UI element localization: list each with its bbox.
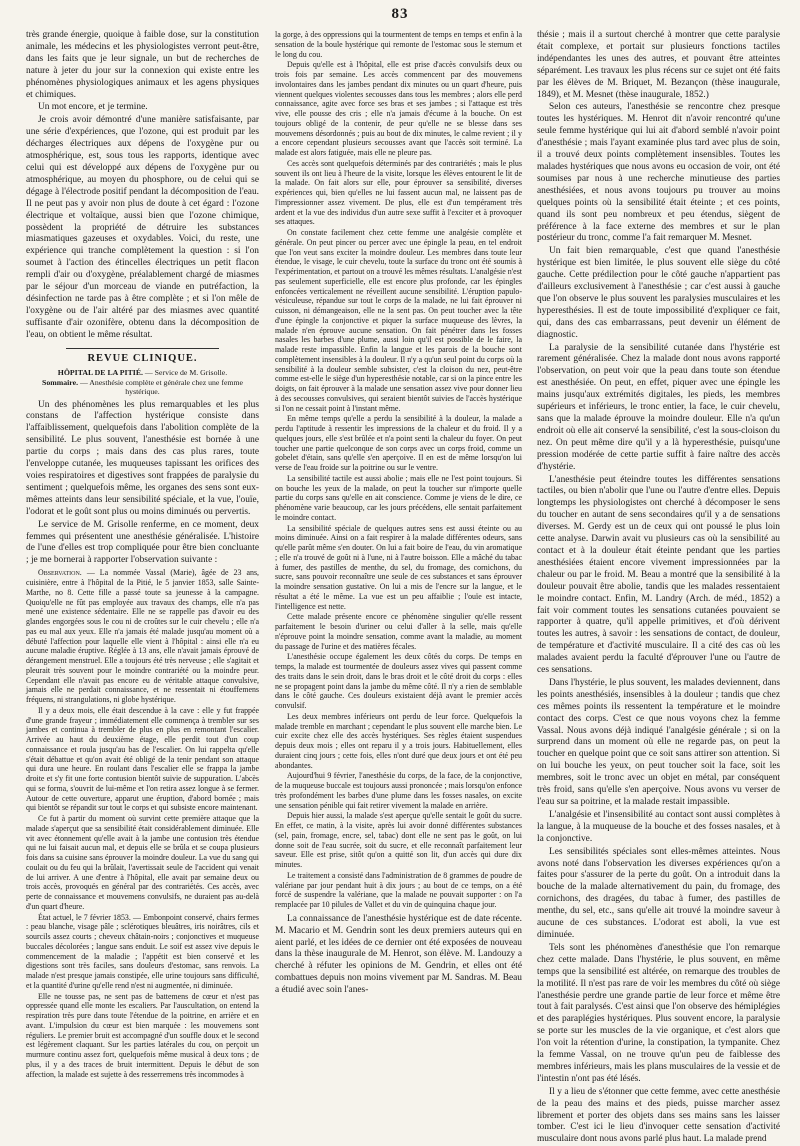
column-3 <box>537 30 780 1145</box>
paragraph: très grande énergie, quoique à faible dose, sur la constitution animale, les médecins et les physiologistes verront peut-être, dans les faits que je leur signale, un but de recherches de nature à jeter du jour sur la connexion qui existe entre les phénomènes physiologiques animaux et les agens physiques et chimiques. <box>26 30 259 100</box>
paragraph: Il y a deux mois, elle était descendue à la cave : elle y fut frappée d'une grande frayeur ; immédiatement elle commença à trembler sur ses jambes et continua à trembler de plus en plus en remontant l'escalier. Arrivée au haut du deuxième étage, elle perdit tout d'un coup connaissance et roula jusqu'au bas de l'escalier. On lui rappelta qu'elle s'était débattue et qu'on avait été obligé de la tenir pendant son attaque qui dura une heure. En roulant dans l'escalier elle se frappa la jambe droite et s'y fit une forte contusion bientôt suivie de suppuration. L'abcès qui se forma, s'ouvrit de lui-même et l'on retira assez longue à se fermer. Autour de cette ouverture, apparut une éruption, d'abord bornée ; mais qui bientôt se répandit sur tout le corps et qui subsiste encore maintenant. <box>26 705 259 813</box>
column-2 <box>275 30 522 1100</box>
paragraph: L'anesthésie peut éteindre toutes les différentes sensations tactiles, ou bien n'abolir que l'une ou l'autre d'entre elles. Depuis longtemps les physiologistes ont cherché à décomposer le sens du toucher en autant de sens secondaires qu'il y a de sensations diverses. M. Gerdy est un de ceux qui ont poussé le plus loin cette analyse. Darwin avait vu plusieurs cas où la sensibilité au contact et à la douleur était éteinte pendant que les parties anesthésiées étaient encore vivement impressionnées par la chaleur ou par le froid. M. Beau a montré que la sensibilité à la douleur pouvait être abolie, tandis que les malades ressentaient le moindre contact. Enfin, M. Landry (Arch. de méd., 1852) a fait voir comment toutes les sensations cutanées pouvaient se rapporter à quatre, qu'il appelle primitives, et d'où dérivent toutes les autres, à savoir : les sensations de contact, de douleur, de température et d'activité musculaire. Il a cité des cas où les malades avaient perdu la faculté d'éprouver l'une ou l'autre de ces sensations. <box>537 474 780 676</box>
paragraph: Dans l'hystérie, le plus souvent, les malades deviennent, dans les points anesthésiés, insensibles à la douleur ; tandis que chez ces mêmes points ils ressentent la température et le moindre contact des corps. C'est ce que nous voyons chez la femme Vassal. Nous avons déjà indiqué l'analgésie générale ; si on la surprend dans un moment où elle ne regarde pas, on peut la toucher en quelque point que ce soit sans attirer son attention. Si on lui bouche les yeux, on peut toucher soit la face, soit les membres, soit le tronc avec un objet en métal, par conséquent très froid, sans qu'elle s'en aperçoive. Nous avons vu verser de l'eau sur sa poitrine, et la malade restait impassible. <box>537 677 780 807</box>
paragraph: Un fait bien remarquable, c'est que quand l'anesthésie hystérique est bien limitée, le plus souvent elle siège du côté gauche. Cette prédilection pour le côté gauche n'appartient pas d'ailleurs exclusivement à l'anesthésie ; car c'est aussi à gauche que l'on observe le plus souvent les paralysies musculaires et les hyperesthésies. Il est de toute impossibilité d'expliquer ce fait, qui, dans des cas embarrassans, peut devenir un élément de diagnostic. <box>537 246 780 340</box>
observation-paragraph <box>26 568 259 705</box>
paragraph: La sensibilité spéciale de quelques autres sens est aussi éteinte ou au moins diminuée. Ainsi on a fait respirer à la malade différentes odeurs, sans qu'elle parût même s'en douter. On lui a fait boire de l'eau, du vin aromatique ; elle n'a trouvé de goût ni à l'une, ni à l'autre boisson. Elle a mâché du tabac à fumer, des pastilles de menthe, du sel, du fromage, des cornichons, du sucre, sans pouvoir reconnaître une seule de ces substances et sans éprouver la moindre sensation gustative. On lui a mis de l'encre sur la langue, et le résultat a été le même. La vue est un peu affaiblie ; l'ouïe est intacte, l'intelligence est nette. <box>275 523 522 611</box>
paragraph: Je crois avoir démontré d'une manière satisfaisante, par une série d'expériences, que l'ozone, qui est produit par les décharges électriques aux dépens de l'oxygène pur ou atmosphérique, est, sous tous les rapports, identique avec celui qui est développé aux dépens de l'oxygène pur ou atmosphérique, au moyen du phosphore, ou de celui qui se dégage à l'électrode positif pendant la décomposition de l'eau. Il ne peut pas y avoir non plus de doute à cet égard : l'ozone électrique et voltaïque, aussi bien que l'ozone chimique, possèdent la propriété de détruire les substances miasmatiques gazeuses et oxydables. Voici, du reste, une expérience qui tranche complètement la question : si l'on soumet à l'action des étincelles électriques un petit flacon rempli d'air ou d'oxygène, préalablement chargé de miasmes par le séjour d'un morceau de viande en putréfaction, la désinfection ne tarde pas à être complète ; et si l'on mêle de l'oxygène ou de l'air altéré par des miasmes avec quantité suffisante d'air ozonifère, obtenu dans la décomposition de l'eau, on obtient le même résultat. <box>26 115 259 340</box>
paragraph: Elle ne tousse pas, ne sent pas de battemens de cœur et n'est pas oppressée quand elle monte les escaliers. Par l'auscultation, on entend la respiration très pure dans toute l'étendue de la poitrine, en arrière et en avant. L'impulsion du cœur est bien marquée : les mouvemens sont réguliers. Le premier bruit est accompagné d'un souffle doux et le second est légèrement claquant. Sur les parties latérales du cou, on perçoit un murmure continu assez fort, quelquefois même musical à deux tons ; de plus, il y a des traces de bruit intermittent. Depuis le début de son affection, la malade est sujette à des resserremens très incommodes à <box>26 991 259 1079</box>
sommaire <box>26 378 259 396</box>
paragraph: Il y a lieu de s'étonner que cette femme, avec cette anesthésie de la peau des mains et des pieds, puisse marcher assez librement et porter des objets dans ses mains sans les laisser tomber. C'est ici le lieu d'invoquer cette sensation d'activité musculaire dont nous avons parlé plus haut. La malade prend <box>537 1086 780 1145</box>
section-divider <box>66 348 219 349</box>
hospital-heading <box>26 368 259 377</box>
sommaire-label: Sommaire. <box>42 377 79 387</box>
paragraph: la gorge, à des oppressions qui la tourmentent de temps en temps et enfin à la sensation de la boule hystérique qui remonte de l'estomac sous le sternum et le long du cou. <box>275 30 522 59</box>
paragraph: Les deux membres inférieurs ont perdu de leur force. Quelquefois la malade tremble en marchant ; cependant le plus souvent elle marche bien. Le cuir excite chez elle des accès hystériques. Ses règles étaient suspendues depuis deux mois ; elles ont reparu il y a trois jours. Habituellement, elles duraient cinq jours ; cette fois, elles n'ont duré que deux jours et ont été peu abondantes. <box>275 711 522 770</box>
paragraph: L'analgésie et l'insensibilité au contact sont aussi complètes à la langue, à la muqueuse de la bouche et des fosses nasales, et à la conjonctive. <box>537 809 780 844</box>
paragraph: Depuis hier aussi, la malade s'est aperçue qu'elle sentait le goût du sucre. En effet, ce matin, à la visite, après lui avoir donné différentes substances (sel, pain, fromage, encre, sel, tabac) dont elle ne sent pas le goût, on lui donne soit de l'eau sucrée, soit du sucre, et elle reconnaît parfaitement leur saveur. Elle est prise, sitôt qu'on a quitté son lit, d'un accès qui dure dix minutes. <box>275 811 522 869</box>
paragraph: Un des phénomènes les plus remarquables et les plus constans de l'affection hystérique consiste dans l'affaiblissement, quelquefois dans l'abolition complète de la sensibilité. Le plus souvent, l'anesthésie est bornée à une partie du corps ; mais dans des cas plus rares, toute l'enveloppe cutanée, les muqueuses tapissant les orifices des voies respiratoires et digestives sont frappées de paralysie du sentiment ; quelquefois même, les organes des sens sont eux-mêmes atteints dans leur sensibilité spéciale, et la vue, l'ouïe, l'odorat et le goût sont plus ou moins diminués ou pervertis. <box>26 399 259 517</box>
paragraph: Depuis qu'elle est à l'hôpital, elle est prise d'accès convulsifs deux ou trois fois par semaine. Les accès commencent par des mouvemens involontaires dans les jambes pendant dix minutes ou un quart d'heure, puis viennent quelques violentes secousses dans tous les membres ; alors elle perd connaissance, agite avec force ses bras et ses jambes ; si l'attaque est très vive, elle pousse des cris ; elle n'a jamais d'écume à la bouche. On est toujours obligé de la contenir, de peur qu'elle ne se blesse dans ses mouvemens désordonnés ; puis au bout de dix minutes, le calme revient ; il y a encore cependant plusieurs secousses avant que l'accès soit terminé. La malade est alors fatiguée, mais elle ne pleure pas. <box>275 60 522 157</box>
paragraph: Tels sont les phénomènes d'anesthésie que l'on remarque chez cette malade. Dans l'hystérie, le plus souvent, en même temps que la sensibilité est altérée, on remarque des troubles de la motilité. Il n'est pas rare de voir les membres du côté où siège l'anesthésie perdre une grande partie de leur force et même être tout à fait paralysés. C'est ainsi que l'on observe des hémiplégies et des paraplégies hystériques. Plus souvent encore, la paralysie se porte sur les muscles de la vie organique, et c'est alors que l'on voit la rétention d'urine, la constipation, la tympanite. Chez la femme Vassal, on ne trouve qu'un peu de faiblesse des membres inférieurs, mais les plans musculaires de la vessie et de l'intestin n'ont pas été lésés. <box>537 942 780 1084</box>
paragraph: La sensibilité tactile est aussi abolie ; mais elle ne l'est point toujours. Si on bouche les yeux de la malade, on peut la toucher sur n'importe quelle partie du corps sans qu'elle en ait conscience. Comme je viens de le dire, ce phénomène varie beaucoup, car les jours précédens, elle sentait parfaitement le moindre contact. <box>275 473 522 522</box>
paragraph: Aujourd'hui 9 février, l'anesthésie du corps, de la face, de la conjonctive, de la muqueuse buccale est toujours aussi prononcée ; mais lorsqu'on enfonce très profondément les barbes d'une plume dans les fosses nasales, on excite une sensation pénible qui fait retirer vivement la malade en arrière. <box>275 771 522 810</box>
sommaire-text: — Anesthésie complète et générale chez une femme hystérique. <box>78 377 243 396</box>
paragraph: État actuel, le 7 février 1853. — Embonpoint conservé, chairs fermes : peau blanche, visage pâle ; sclérotiques bleuâtres, iris noirâtres, cils et sourcils assez courts ; cheveux châtain-noirs ; conjonctives et muqueuse buccales décolorées ; langue sans enduit. Le soif est assez vive depuis le commencement de la maladie ; l'appétit est bien conservé et les digestions sont très faciles, sans douleurs d'estomac, sans renvois. La malade n'est presque jamais constipée, elle urine toujours sans difficulté, et la quantité d'urine qu'elle rend n'est ni augmentée, ni diminuée. <box>26 912 259 990</box>
paragraph: Ce fut à partir du moment où survint cette première attaque que la malade s'aperçut que sa sensibilité était considérablement diminuée. Elle vit avec étonnement qu'elle avait à la jambe une contusion très étendue qui ne lui faisait aucun mal, et depuis elle se brûla et se coupa plusieurs fois dans sa cuisine sans éprouver la moindre douleur. La vue du sang qui coulait ou du feu qui la brûlait, l'avertissait seule de l'accident qui venait de lui arriver. A une d'entre à l'hôpital, elle avait par semaine deux ou trois accès, provoqués en général par des contrariétés. Ces accès, avec perte de connaissance et mouvemens convulsifs, ne duraient pas au-delà d'un quart d'heure. <box>26 814 259 911</box>
column-1 <box>26 30 259 1100</box>
paragraph: La connaissance de l'anesthésie hystérique est de date récente. M. Macario et M. Gendrin sont les deux premiers auteurs qui en aient parlé, et les idées de ce dernier ont été exposées de nouveau dans la thèse inaugurale de M. Henrot, son élève. M. Landouzy a cherché à réfuter les opinions de M. Gendrin, et elles ont été combattues depuis non moins vivement par M. Sandras. M. Beau a étudié avec soin l'anes- <box>275 913 522 996</box>
paragraph: La paralysie de la sensibilité cutanée dans l'hystérie est rarement généralisée. Chez la malade dont nous avons rapporté l'observation, on peut voir que la peau dans toute son étendue est anesthésiée. On peut, en effet, piquer avec une épingle les mains jusqu'aux extrémités digitales, les pieds, les membres supérieurs et inférieurs, le tronc entier, la face, le cuir chevelu, sans que la malade éprouve la moindre douleur. Elle n'a qu'un endroit où elle ait conservé la sensibilité, c'est la sous-cloison du nez. On peut même dire qu'il y a là hyperesthésie, puisqu'une pression modérée de cette partie suffit à faire naître des accès d'hystérie. <box>537 342 780 472</box>
paragraph: Cette malade présente encore ce phénomène singulier qu'elle ressent parfaitement le besoin d'uriner ou celui d'aller à la selle, mais qu'elle n'éprouve point la moindre sensation, comme avant la maladie, au moment du passage de l'urine et des matières fécales. <box>275 612 522 651</box>
paragraph: thésie ; mais il a surtout cherché à montrer que cette paralysie était complexe, et portait sur plusieurs fonctions tactiles indépendantes les unes des autres, et pouvant être atteintes séparément. Les travaux les plus récens sur ce sujet ont été faits par les élèves de M. Briquet, M. Bezançon (thèse inaugurale, 1849), et M. Mesnet (thèse inaugurale, 1852.) <box>537 30 780 100</box>
paragraph: Ces accès sont quelquefois déterminés par des contrariétés ; mais le plus souvent ils ont lieu à l'heure de la visite, lorsque les élèves entourent le lit de la malade. On fait alors sur elle, pour éprouver sa sensibilité, diverses expériences qui, bien qu'elles ne lui fassent aucun mal, ne laissent pas de l'impressionner assez vivement. De plus, elle est d'un tempérament très ardent et la vue des individus d'un autre sexe suffit à l'exciter et à provoquer ses attaques. <box>275 158 522 227</box>
paragraph: Le traitement a consisté dans l'administration de 8 grammes de poudre de valériane par jour pendant huit à dix jours ; au bout de ce temps, on a été forcé de suspendre la valériane, que la malade ne pouvait supporter : on l'a remplacée par 10 pilules de Vallet et du vin de quinquina chaque jour. <box>275 870 522 909</box>
paragraph: Les sensibilités spéciales sont elles-mêmes atteintes. Nous avons noté dans l'observation les diverses expériences qu'on a faites pour s'assurer de la perte du goût. On a introduit dans la bouche de la malade alternativement du pain, du fromage, des cornichons, des dragées, du tabac à fumer, des pastilles de menthe, du sel, etc., sans qu'elle ait trouvé la moindre saveur à aucune de ces substances. L'odorat est aboli, la vue est diminuée. <box>537 846 780 940</box>
hospital-name: HÔPITAL DE LA PITIÉ. <box>57 367 143 377</box>
paragraph: Le service de M. Grisolle renferme, en ce moment, deux femmes qui présentent une anesthésie généralisée. L'histoire de l'une d'elles est trop compliquée pour être bien concluante ; je me bornerai à rapporter l'observation suivante : <box>26 519 259 566</box>
page-number: 83 <box>391 6 409 22</box>
paragraph: L'anesthésie occupe également les deux côtés du corps. De temps en temps, la malade est tourmentée de douleurs assez vives qui passent comme des traits dans le sein droit, dans le bras droit et le côté droit du corps : elles ne se propagent point dans la jambe du même côté. Il n'y a rien de semblable dans le côté gauche. Ces douleurs existaient déjà avant le premier accès convulsif. <box>275 652 522 710</box>
observation-text: — La nommée Vassal (Marie), âgée de 23 ans, cuisinière, entre à l'hôpital de la Pitié, le 5 janvier 1853, salle Sainte-Marthe, no 8. Cette fille a passé toute sa jeunesse à la campagne. Quoiqu'elle ne fût pas employée aux travaux des champs, elle n'a pas mené une existence sédentaire. Elle ne se rappelle pas d'avoir eu des glandes engorgées sous le cou ni de croûtes sur le cuir chevelu ; elle n'a pas eu mal aux yeux. Elle n'a jamais été malade jusqu'au moment où a débuté l'affection pour laquelle elle vient à l'hôpital : ainsi elle n'a eu aucune maladie éruptive. Réglée à 13 ans, elle n'avait jamais éprouvé de dérangement menstruel. Elle a toujours été très nerveuse ; elle s'agitait et pleurait très souvent pour le moindre contrariété ou la moindre peur. Cependant elle n'avait pas encore eu de véritable attaque convulsive, jamais elle ne perdait connaissance, et ne ressentait ni étouffemens fréquens, ni strangulations, ni globe hystérique. <box>26 568 259 704</box>
hospital-service: — Service de M. Grisolle. <box>142 367 228 377</box>
paragraph: Un mot encore, et je termine. <box>38 102 148 113</box>
paragraph: Selon ces auteurs, l'anesthésie se rencontre chez presque toutes les hystériques. M. Henrot dit n'avoir rencontré qu'une seule femme hystérique qui lui ait d'abord semblé n'avoir point d'anesthésie ; mais l'ayant examinée plus tard avec plus de soin, il a trouvé deux points complètement insensibles. Toutes les malades hystériques que nous avons eu occasion de voir, ont été soumises par nous à une recherche minutieuse des parties anesthésiées, et nous avons toujours pu trouver au moins quelques points où la sensibilité était éteinte ; et ces points, quand ils sont peu nombreux et peu étendus, siègent de préférence à la face externe des membres et sur le plan postérieur du tronc, comme l'a fait remarquer M. Mesnet. <box>537 102 780 244</box>
observation-label: Observation. <box>38 568 82 578</box>
paragraph: En même temps qu'elle a perdu la sensibilité à la douleur, la malade a perdu l'aptitude à ressentir les impressions de la chaleur et du froid. Il y a quelques jours, elle s'est brûlée et n'a point senti la chaleur du foyer. On peut toucher une partie quelconque de son corps avec un corps froid, comme un gobelet d'étain, sans qu'elle s'en aperçoive. Il en est de même lorsqu'on lui verse de l'eau froide sur la poitrine ou sur le ventre. <box>275 414 522 472</box>
paragraph: On constate facilement chez cette femme une analgésie complète et générale. On peut pincer ou percer avec une épingle la peau, en tel endroit que l'on veut sans exciter la moindre douleur. Les membres dans toute leur étendue, le visage, le cuir chevelu, toute la surface du tronc ont été soumis à l'expérimentation, et partout on a trouvé les mêmes résultats. L'analgésie n'est pas seulement superficielle, elle est encore plus profonde, car les épingles enfoncées verticalement ne réveillent aucune sensibilité. L'éruption papulo-vésiculeuse, répandue sur tout le corps de la malade, ne lui fait éprouver ni cuisson, ni démangeaison, elle ne la sent pas. On peut toucher avec la tête d'une épingle la conjonctive et piquer la surface muqueuse des lèvres, la malade n'en éprouve aucune sensation. On fait pénétrer dans les fosses nasales les barbes d'une plume, aussi loin qu'il est possible de le faire, la malade reste impassible. Enfin la langue et les parois de la bouche sont complètement insensibles à la douleur. Il n'y a qu'un seul point du corps où la sensibilité à la douleur semble subsister, c'est la cloison du nez, peut-être comme est-elle le siège d'un hyperesthésie notable, car si on la pince entre les doigts, on fait éprouver à la malade une sensation assez vive pour donner lieu à des secousses convulsives, qui seraient bientôt suivies de l'accès hystérique si l'on ne cessait point à l'instant même. <box>275 228 522 413</box>
section-title: REVUE CLINIQUE. <box>87 352 198 364</box>
